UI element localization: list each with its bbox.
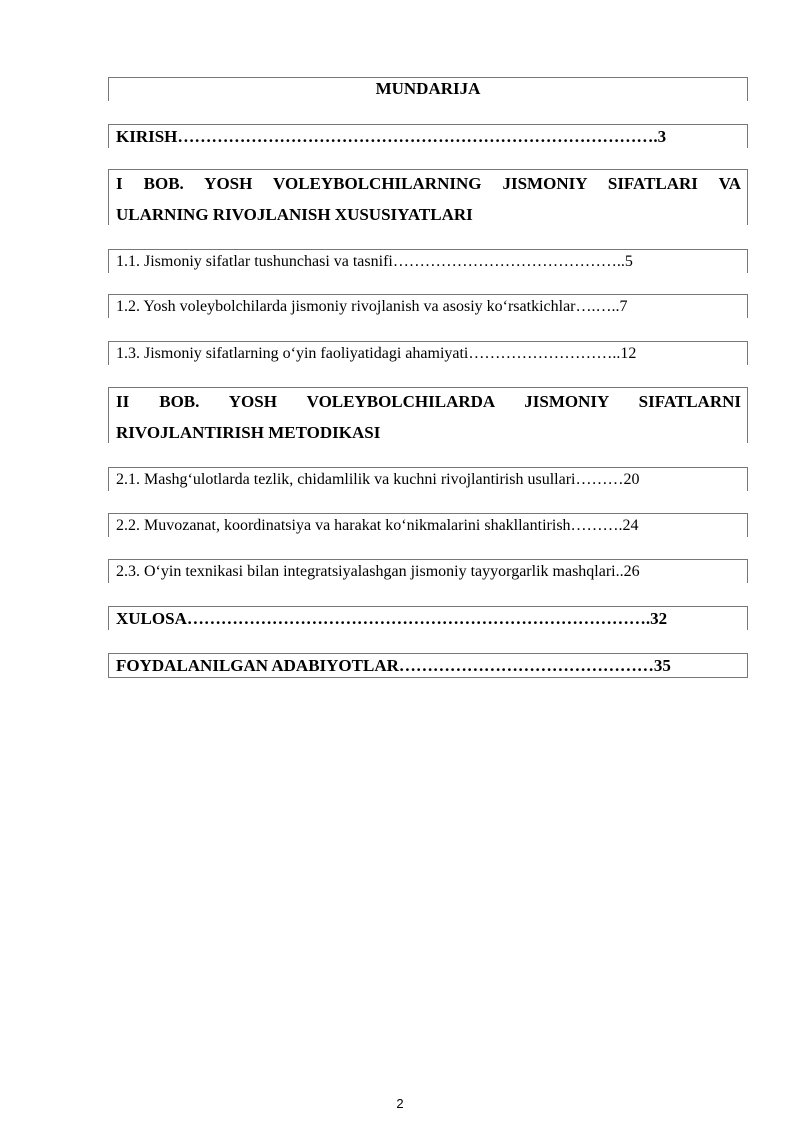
toc-section-1-1-text: 1.1. Jismoniy sifatlar tushunchasi va tasnifi……………………………………..5 <box>116 253 633 270</box>
toc-section-2-2 <box>108 513 748 537</box>
toc-section-1-3-text: 1.3. Jismoniy sifatlarning o‘yin faoliyatidagi ahamiyati………………………..12 <box>116 345 637 362</box>
toc-entry-kirish <box>108 124 748 148</box>
toc-chapter-2-line1: II BOB. YOSH VOLEYBOLCHILARDA JISMONIY SIFATLARNI <box>116 392 741 411</box>
page-number: 2 <box>396 1096 404 1111</box>
toc-section-2-1-text: 2.1. Mashg‘ulotlarda tezlik, chidamlilik va kuchni rivojlantirish usullari………20 <box>116 471 640 488</box>
toc-section-2-1 <box>108 467 748 491</box>
toc-section-2-3 <box>108 559 748 583</box>
toc-entry-xulosa-text: XULOSA……………………………………………………………………….32 <box>116 609 668 628</box>
toc-chapter-2 <box>108 387 748 443</box>
toc-chapter-1-line2: ULARNING RIVOJLANISH XUSUSIYATLARI <box>116 205 473 224</box>
toc-title: MUNDARIJA <box>375 79 481 98</box>
toc-section-2-3-text: 2.3. O‘yin texnikasi bilan integratsiyalashgan jismoniy tayyorgarlik mashqlari..26 <box>116 563 640 580</box>
toc-section-1-2 <box>108 294 748 318</box>
toc-chapter-2-line2: RIVOJLANTIRISH METODIKASI <box>116 423 381 442</box>
toc-section-2-2-text: 2.2. Muvozanat, koordinatsiya va harakat ko‘nikmalarini shakllantirish……….24 <box>116 517 639 534</box>
toc-entry-adabiyotlar-text: FOYDALANILGAN ADABIYOTLAR………………………………………35 <box>116 656 671 675</box>
toc-section-1-3 <box>108 341 748 365</box>
toc-entry-xulosa <box>108 606 748 630</box>
toc-entry-kirish-text: KIRISH………………………………………………………………………….3 <box>116 127 667 146</box>
toc-chapter-1 <box>108 169 748 225</box>
toc-section-1-2-text: 1.2. Yosh voleybolchilarda jismoniy rivojlanish va asosiy ko‘rsatkichlar….…..7 <box>116 298 628 315</box>
toc-entry-adabiyotlar <box>108 653 748 678</box>
toc-chapter-1-line1: I BOB. YOSH VOLEYBOLCHILARNING JISMONIY SIFATLARI VA <box>116 174 741 193</box>
toc-section-1-1 <box>108 249 748 273</box>
